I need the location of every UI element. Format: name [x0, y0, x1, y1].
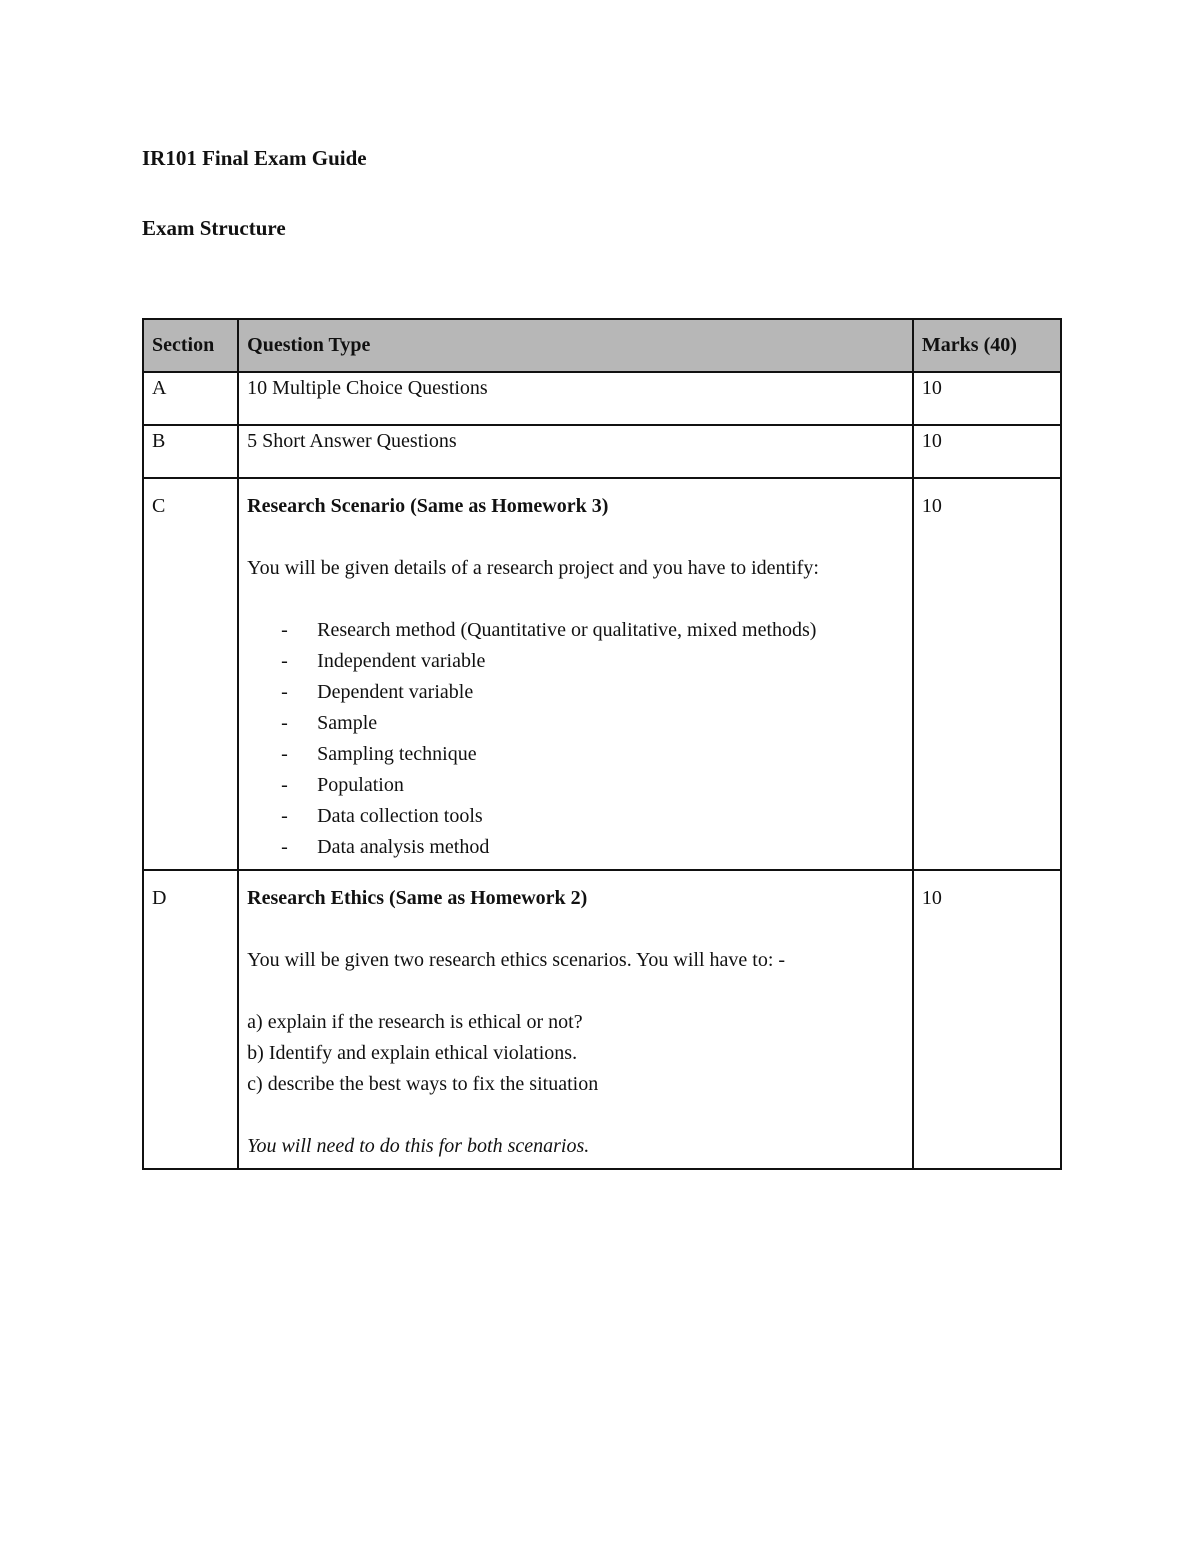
header-question-type: Question Type — [238, 319, 913, 372]
section-heading-exam-structure: Exam Structure — [142, 216, 286, 240]
table-row-d — [143, 870, 1061, 1169]
identify-list — [247, 615, 904, 863]
scenario-intro: You will be given details of a research project and you have to identify: — [247, 557, 819, 579]
cell-marks: 10 — [913, 478, 1061, 870]
ethics-task: a) explain if the research is ethical or not? — [247, 1011, 583, 1033]
ethics-task: c) describe the best ways to fix the situation — [247, 1073, 599, 1095]
header-marks: Marks (40) — [913, 319, 1061, 372]
list-item: - Dependent variable — [281, 681, 474, 703]
cell-question-type — [238, 478, 913, 870]
table-row-b — [143, 425, 1061, 478]
list-item: - Data collection tools — [281, 805, 483, 827]
cell-marks: 10 — [913, 425, 1061, 478]
cell-section: C — [143, 478, 238, 870]
table-header-row — [143, 319, 1061, 372]
cell-marks: 10 — [913, 870, 1061, 1169]
cell-section: B — [143, 425, 238, 478]
cell-question-type: 10 Multiple Choice Questions — [238, 372, 913, 425]
list-item: - Research method (Quantitative or qualitative, mixed methods) — [281, 619, 817, 641]
cell-question-type: 5 Short Answer Questions — [238, 425, 913, 478]
ethics-heading: Research Ethics (Same as Homework 2) — [247, 887, 588, 909]
cell-section: D — [143, 870, 238, 1169]
cell-question-type — [238, 870, 913, 1169]
exam-structure-table — [142, 318, 1062, 1170]
ethics-note: You will need to do this for both scenarios. — [247, 1135, 590, 1157]
list-item: - Independent variable — [281, 650, 486, 672]
list-item: - Sample — [281, 712, 378, 734]
list-item: - Population — [281, 774, 404, 796]
ethics-intro: You will be given two research ethics scenarios. You will have to: - — [247, 949, 786, 971]
table-row-a — [143, 372, 1061, 425]
scenario-heading: Research Scenario (Same as Homework 3) — [247, 495, 609, 517]
ethics-task: b) Identify and explain ethical violations. — [247, 1042, 578, 1064]
list-item: - Data analysis method — [281, 836, 490, 858]
table-row-c — [143, 478, 1061, 870]
cell-marks: 10 — [913, 372, 1061, 425]
list-item: - Sampling technique — [281, 743, 477, 765]
cell-section: A — [143, 372, 238, 425]
document-title: IR101 Final Exam Guide — [142, 146, 367, 170]
header-section: Section — [143, 319, 238, 372]
